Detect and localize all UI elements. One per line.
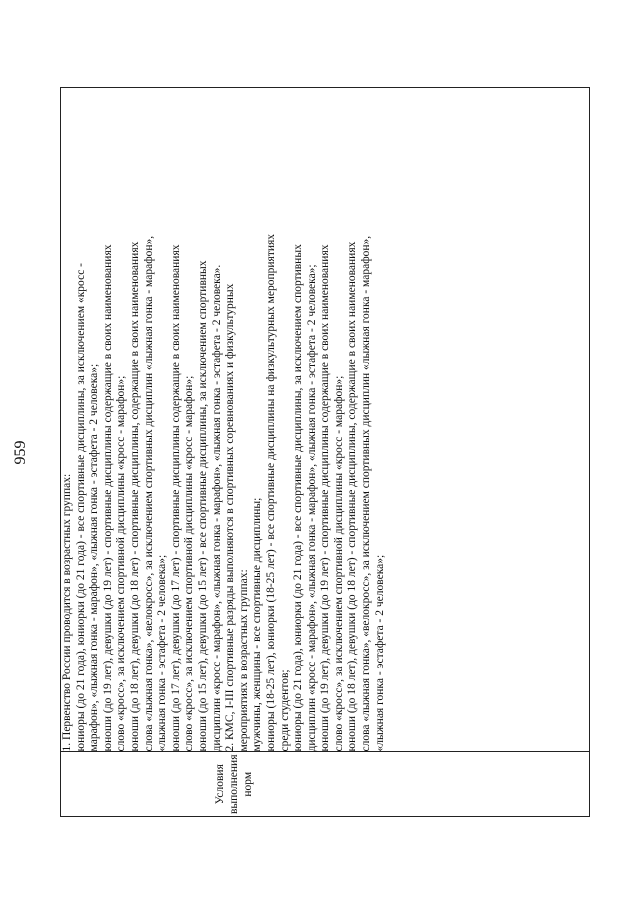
paragraph bbox=[224, 88, 251, 751]
paragraph bbox=[292, 88, 319, 751]
paragraph bbox=[129, 88, 170, 751]
text-line: юниоры (до 21 года), юниорки (до 21 года) - все спортивные дисциплины, за исключением «кросс - bbox=[74, 262, 87, 752]
text-line: слова «лыжная гонка», «велокросс», за исключением спортивных дисциплин «лыжная гонка - марафон», bbox=[360, 235, 373, 752]
paragraph bbox=[197, 88, 224, 751]
text-line: юниоры (18-25 лет), юниорки (18-25 лет) - все спортивные дисциплины на физкультурных мероприятиях bbox=[264, 233, 277, 752]
text-line: юниоры (до 21 года), юниорки (до 21 года) - все спортивные дисциплины, за исключением спортивных bbox=[292, 244, 305, 752]
row-label-line: норм bbox=[242, 771, 254, 797]
text-line: юноши (до 18 лет), девушки (до 18 лет) - спортивные дисциплины, содержащие в своих наименованиях bbox=[128, 241, 141, 752]
text-line: «лыжная гонка - эстафета - 2 человека»; bbox=[156, 554, 169, 752]
page-number: 959 bbox=[12, 440, 29, 465]
paragraph bbox=[75, 88, 102, 751]
text-line: юноши (до 15 лет), девушки (до 15 лет) - все спортивные дисциплины, за исключением спортивных bbox=[196, 260, 209, 752]
text-line: марафон», «лыжная гонка - марафон», «лыжная гонка - эстафета - 2 человека»; bbox=[88, 363, 101, 752]
text-line: мероприятиях в возрастных группах: bbox=[237, 569, 250, 752]
text-line: 2. КМС, I-III спортивные разряды выполняются в спортивных соревнованиях и физкультурных bbox=[224, 283, 237, 752]
row-label bbox=[61, 752, 255, 816]
text-line: юноши (до 18 лет), девушки (до 18 лет) - спортивные дисциплины, содержащие в своих наименованиях bbox=[346, 241, 359, 752]
content-cell bbox=[61, 88, 590, 752]
text-line: 1. Первенство России проводится в возрастных группах: bbox=[61, 473, 73, 752]
text-line: юноши (до 17 лет), девушки (до 17 лет) - спортивные дисциплины содержащие в своих наименованиях bbox=[169, 244, 182, 752]
paragraph bbox=[170, 88, 197, 751]
row-label-line: выполнения bbox=[228, 754, 240, 814]
text-line: «лыжная гонка - эстафета - 2 человека»; bbox=[373, 554, 386, 752]
text-line: среди студентов; bbox=[278, 669, 291, 752]
norms-table bbox=[60, 87, 590, 817]
paragraph bbox=[251, 88, 265, 751]
text-line: мужчины, женщины - все спортивные дисциплины; bbox=[251, 497, 264, 752]
text-line: дисциплин «кросс - марафон», «лыжная гонка - марафон», «лыжная гонка - эстафета - 2 человека». bbox=[210, 264, 223, 752]
paragraph bbox=[346, 88, 387, 751]
paragraph bbox=[61, 88, 75, 751]
paragraph bbox=[319, 88, 346, 751]
row-label-cell bbox=[61, 752, 590, 817]
row-label-line: Условия bbox=[214, 764, 226, 805]
text-line: юноши (до 19 лет), девушки (до 19 лет) - спортивные дисциплины содержащие в своих наименованиях bbox=[319, 244, 332, 752]
text-line: слово «кросс», за исключением спортивной дисциплины «кросс - марафон»; bbox=[183, 375, 196, 752]
text-line: дисциплин «кросс - марафон», «лыжная гонка - марафон», «лыжная гонка - эстафета - 2 человека»; bbox=[305, 264, 318, 752]
text-line: слова «лыжная гонка», «велокросс», за исключением спортивных дисциплин «лыжная гонка - марафон», bbox=[142, 235, 155, 752]
content-paragraphs bbox=[61, 88, 387, 751]
text-line: слово «кросс», за исключением спортивной дисциплины «кросс - марафон»; bbox=[115, 375, 128, 752]
paragraph bbox=[265, 88, 292, 751]
paragraph bbox=[102, 88, 129, 751]
text-line: слово «кросс», за исключением спортивной дисциплины «кросс - марафон»; bbox=[332, 375, 345, 752]
table-row bbox=[61, 88, 590, 817]
text-line: юноши (до 19 лет), девушки (до 19 лет) - спортивные дисциплины содержащие в своих наименованиях bbox=[101, 244, 114, 752]
